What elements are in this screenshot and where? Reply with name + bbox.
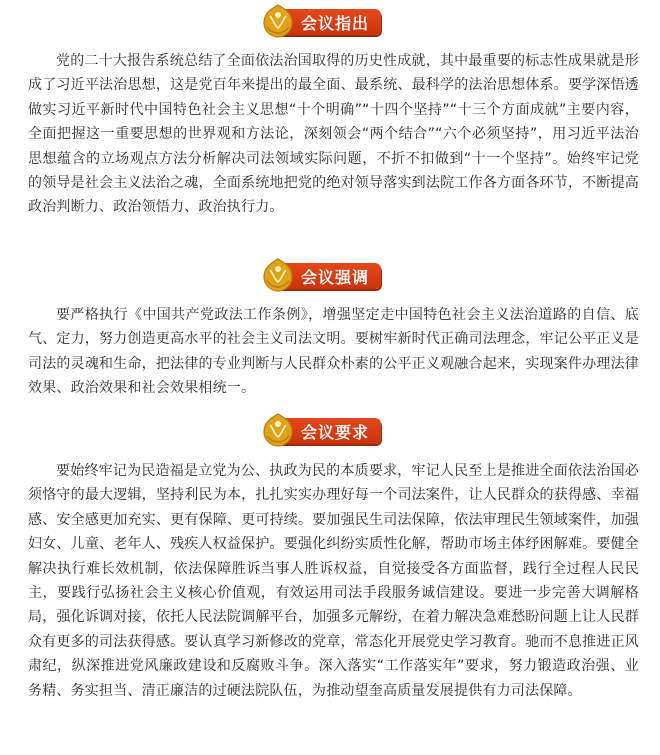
section-paragraph-1: 党的二十大报告系统总结了全面依法治国取得的历史性成就，其中最重要的标志性成果就是形成了习近平法治思想，这是党百年来提出的最全面、最系统、最科学的法治思想体系。要学深悟透做实习近平新时代中国特色社会主义思想“十个明确”“十四个坚持”“十三个方面成就”主要内容，全面把握这一重要思想的世界观和方法论，深刻领会“两个结合”“六个必须坚持”，用习近平法治思想蕴含的立场观点方法分析解决司法领域实际问题，不折不扣做到“十一个坚持”。始终牢记党的领导是社会主义法治之魂，全面系统地把党的绝对领导落实到法院工作各方面各环节，不断提高政治判断力、政治领悟力、政治执行力。 [28, 53, 639, 216]
section-paragraph-2: 要严格执行《中国共产党政法工作条例》，增强坚定走中国特色社会主义法治道路的自信、底气、定力，努力创造更高水平的社会主义司法文明。要树牢新时代正确司法理念，牢记公平正义是司法的灵魂和生命，把法律的专业判断与人民群众朴素的公平正义观融合起来，实现案件办理法律效果、政治效果和社会效果相统一。 [28, 307, 639, 397]
title-badge [279, 417, 381, 445]
section-heading-1 [0, 4, 660, 40]
title-badge [279, 8, 381, 36]
section-title: 会议要求 [300, 422, 369, 442]
section-title: 会议强调 [300, 267, 369, 287]
gold-emblem-icon [261, 412, 295, 448]
section-title: 会议指出 [300, 13, 369, 33]
gold-emblem-icon [261, 3, 295, 39]
section-paragraph-3: 要始终牢记为民造福是立党为公、执政为民的本质要求，牢记人民至上是推进全面依法治国必须恪守的最大逻辑，坚持利民为本，扎扎实实办理好每一个司法案件，让人民群众的获得感、幸福感、安全感更加充实、更有保障、更可持续。要加强民生司法保障，依法审理民生领域案件，加强妇女、儿童、老年人、残疾人权益保护。要强化纠纷实质性化解，帮助市场主体纾困解难。要健全解决执行难长效机制，依法保障胜诉当事人胜诉权益，自觉接受各方面监督，践行全过程人民民主，要践行弘扬社会主义核心价值观，有效运用司法手段服务诚信建设。要进一步完善大调解格局，强化诉调对接，依托人民法院调解平台，加强多元解纷，在着力解决急难愁盼问题上让人民群众有更多的司法获得感。要认真学习新修改的党章，常态化开展党史学习教育。驰而不息推进正风肃纪，纵深推进党风廉政建设和反腐败斗争。深入落实“工作落实年”要求，努力锻造政治强、业务精、务实担当、清正廉洁的过硬法院队伍，为推动望奎高质量发展提供有力司法保障。 [28, 463, 639, 699]
section-heading-3 [0, 413, 660, 449]
section-heading-2 [0, 258, 660, 294]
title-badge [279, 262, 381, 290]
gold-emblem-icon [261, 257, 295, 293]
